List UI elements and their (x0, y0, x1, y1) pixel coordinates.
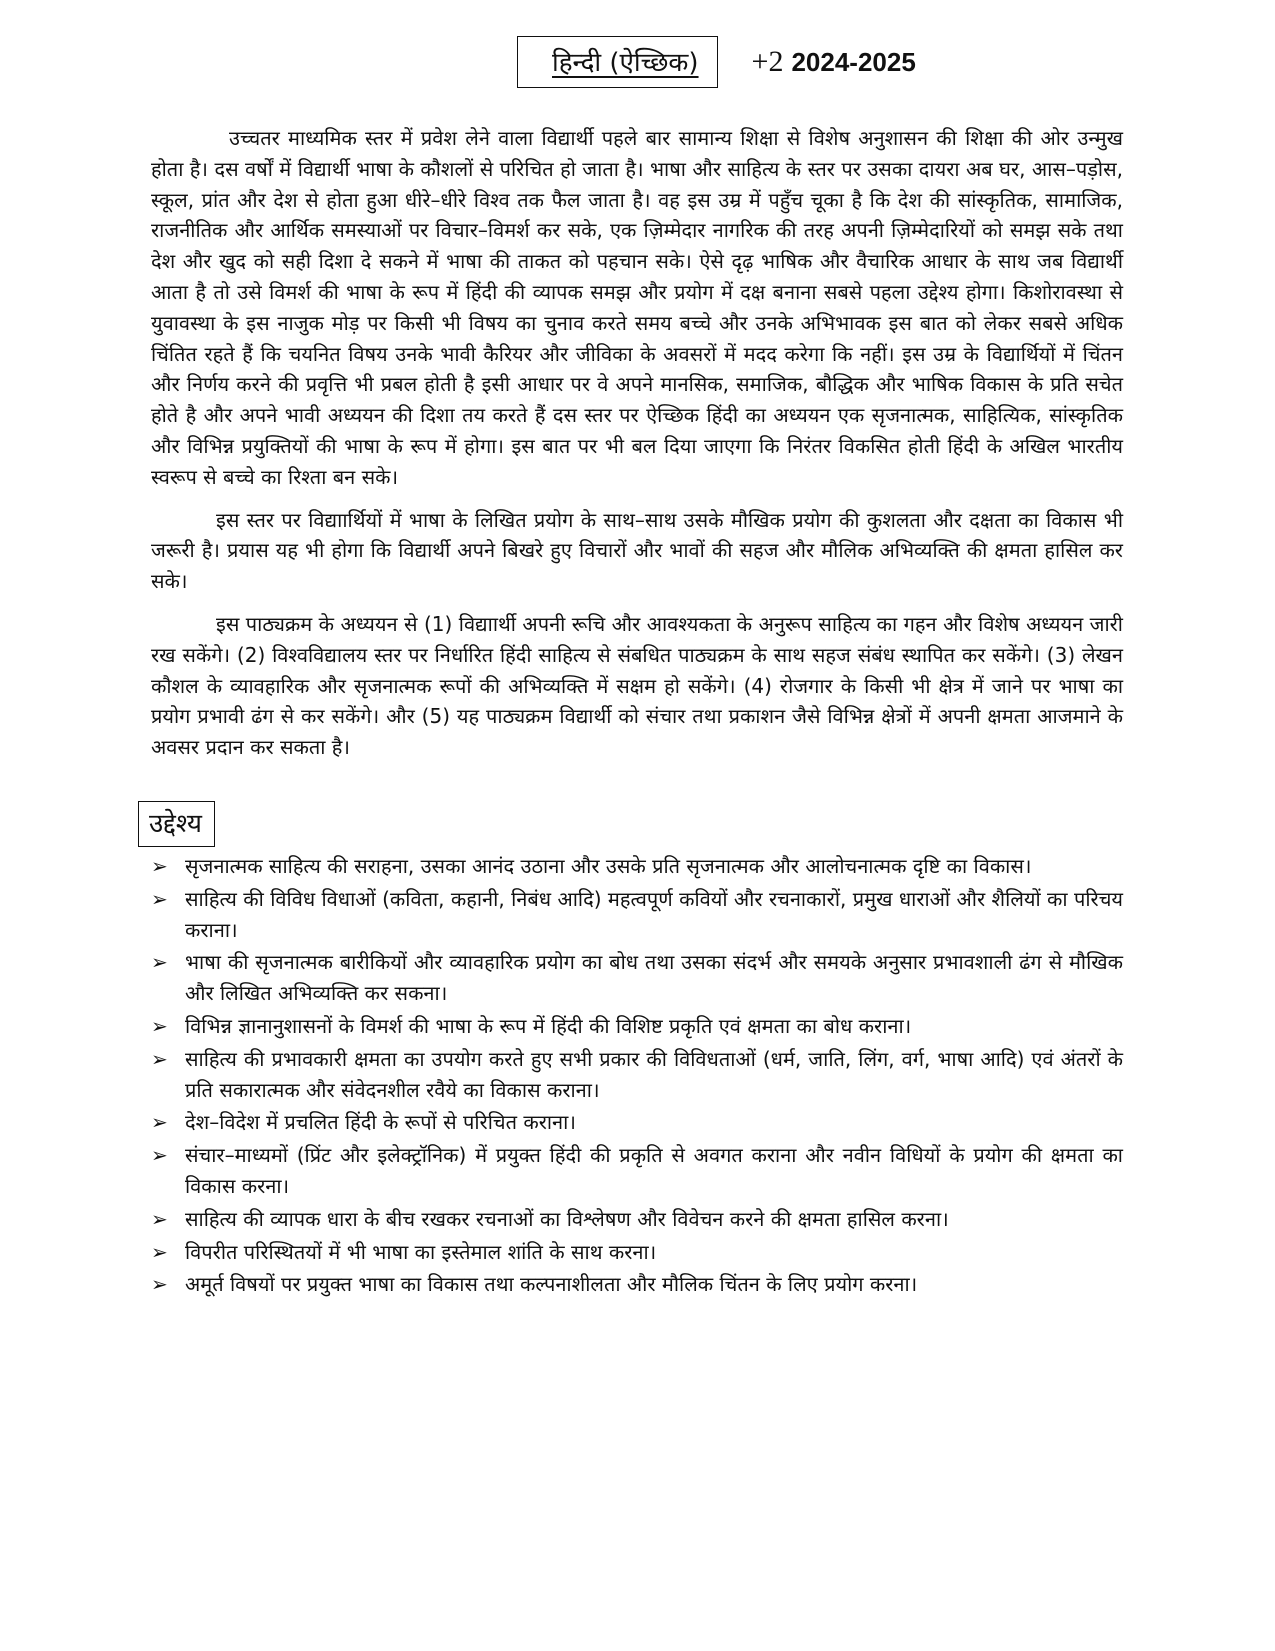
list-item (151, 1204, 1123, 1235)
arrow-bullet-icon: ➢ (151, 1206, 168, 1231)
arrow-bullet-icon: ➢ (151, 1239, 168, 1264)
objective-text: संचार–माध्यमों (प्रिंट और इलेक्ट्रॉनिक) में प्रयुक्त हिंदी की प्रकृति से अवगत कराना और नवीन विधियों के प्रयोग की क्षमता का विकास करना। (185, 1143, 1123, 1198)
objective-text: साहित्य की प्रभावकारी क्षमता का उपयोग करते हुए सभी प्रकार की विविधताओं (धर्म, जाति, लिंग, वर्ग, भाषा आदि) एवं अंतरों के प्रति सकारात्मक और संवेदनशील रवैये का विकास कराना। (185, 1046, 1123, 1102)
list-item (151, 1011, 1123, 1042)
document-body (151, 123, 1123, 1302)
arrow-bullet-icon: ➢ (151, 1272, 168, 1297)
intro-paragraph-1: उच्चतर माध्यमिक स्तर में प्रवेश लेने वाला विद्यार्थी पहले बार सामान्य शिक्षा से विशेष अनुशासन की शिक्षा की ओर उन्मुख होता है। दस वर्षों में विद्यार्थी भाषा के कौशलों से परिचित हो जाता है। भाषा और साहित्य के स्तर पर उसका दायरा अब घर, आस–पड़ोस, स्कूल, प्रांत और देश से होता हुआ धीरे–धीरे विश्व तक फैल जाता है। वह इस उम्र में पहुँच चूका है कि देश की सांस्कृतिक, सामाजिक, राजनीतिक और आर्थिक समस्याओं पर विचार–विमर्श कर सके, एक ज़िम्मेदार नागरिक की तरह अपनी ज़िम्मेदारियों को समझ सके तथा देश और खुद को सही दिशा दे सकने में भाषा की ताकत को पहचान सके। ऐसे दृढ़ भाषिक और वैचारिक आधार के साथ जब विद्यार्थी आता है तो उसे विमर्श की भाषा के रूप में हिंदी की व्यापक समझ और प्रयोग में दक्ष बनाना सबसे पहला उद्देश्य होगा। किशोरावस्था से युवावस्था के इस नाजुक मोड़ पर किसी भी विषय का चुनाव करते समय बच्चे और उनके अभिभावक इस बात को लेकर सबसे अधिक चिंतित रहते हैं कि चयनित विषय उनके भावी कैरियर और जीविका के अवसरों में मदद करेगा कि नहीं। इस उम्र के विद्यार्थियों में चिंतन और निर्णय करने की प्रवृत्ति भी प्रबल होती है इसी आधार पर वे अपने मानसिक, समाजिक, बौद्धिक और भाषिक विकास के प्रति सचेत होते है और अपने भावी अध्ययन की दिशा तय करते हैं दस स्तर पर ऐच्छिक हिंदी का अध्ययन एक सृजनात्मक, साहित्यिक, सांस्कृतिक और विभिन्न प्रयुक्तियों की भाषा के रूप में होगा। इस बात पर भी बल दिया जाएगा कि निरंतर विकसित होती हिंदी के अखिल भारतीय स्वरूप से बच्चे का रिश्ता बन सके। (151, 126, 1123, 489)
arrow-bullet-icon: ➢ (151, 853, 168, 878)
objective-text: विपरीत परिस्थितयों में भी भाषा का इस्तेमाल शांति के साथ करना। (185, 1239, 657, 1264)
objective-text: देश–विदेश में प्रचलित हिंदी के रूपों से परिचित कराना। (185, 1110, 576, 1135)
arrow-bullet-icon: ➢ (151, 1143, 168, 1168)
grade-label: +2 (751, 45, 784, 78)
objective-text: सृजनात्मक साहित्य की सराहना, उसका आनंद उठाना और उसके प्रति सृजनात्मक और आलोचनात्मक दृष्टि का विकास। (185, 853, 1032, 878)
arrow-bullet-icon: ➢ (151, 886, 168, 911)
list-item (151, 1269, 1123, 1300)
arrow-bullet-icon: ➢ (151, 1110, 168, 1135)
objective-text: भाषा की सृजनात्मक बारीकियों और व्यावहारिक प्रयोग का बोध तथा उसका संदर्भ और समयके अनुसार प्रभावशाली ढंग से मौखिक और लिखित अभिव्यक्ति कर सकना। (185, 950, 1123, 1006)
session-year: 2024-2025 (791, 46, 916, 77)
objective-text: साहित्य की विविध विधाओं (कविता, कहानी, निबंध आदि) महत्वपूर्ण कवियों और रचनाकारों, प्रमुख धाराओं और शैलियों का परिचय कराना। (185, 886, 1123, 942)
list-item (151, 851, 1123, 882)
list-item (151, 1237, 1123, 1268)
intro-paragraph-3: इस पाठ्यक्रम के अध्ययन से (1) विद्याार्थी अपनी रूचि और आवश्यकता के अनुरूप साहित्य का गहन और विशेष अध्ययन जारी रख सकेंगे। (2) विश्वविद्यालय स्तर पर निर्धारित हिंदी साहित्य से संबधित पाठ्यक्रम के साथ सहज संबंध स्थापित कर सकेंगे। (3) लेखन कौशल के व्यावहारिक और सृजनात्मक रूपों की अभिव्यक्ति में सक्षम हो सकेंगे। (4) रोजगार के किसी भी क्षेत्र में जाने पर भाषा का प्रयोग प्रभावी ढंग से कर सकेंगे। और (5) यह पाठ्यक्रम विद्यार्थी को संचार तथा प्रकाशन जैसे विभिन्न क्षेत्रों में अपनी क्षमता आजमाने के अवसर प्रदान कर सकता है। (151, 611, 1123, 760)
arrow-bullet-icon: ➢ (151, 950, 168, 975)
list-item (151, 1140, 1123, 1202)
objective-text: विभिन्न ज्ञानानुशासनों के विमर्श की भाषा के रूप में हिंदी की विशिष्ट प्रकृति एवं क्षमता का बोध कराना। (185, 1013, 912, 1038)
objectives-heading: उद्देश्य (138, 801, 215, 847)
intro-paragraph-2: इस स्तर पर विद्याार्थियों में भाषा के लिखित प्रयोग के साथ–साथ उसके मौखिक प्रयोग की कुशलता और दक्षता का विकास भी जरूरी है। प्रयास यह भी होगा कि विद्यार्थी अपने बिखरे हुए विचारों और भावों की सहज और मौलिक अभिव्यक्ति की क्षमता हासिल कर सके। (151, 507, 1123, 594)
subject-title: हिन्दी (ऐच्छिक) (517, 36, 718, 88)
list-item (151, 1107, 1123, 1138)
list-item (151, 884, 1123, 946)
arrow-bullet-icon: ➢ (151, 1046, 168, 1071)
list-item (151, 947, 1123, 1009)
objective-text: साहित्य की व्यापक धारा के बीच रखकर रचनाओं का विश्लेषण और विवेचन करने की क्षमता हासिल करना। (185, 1206, 949, 1231)
page-header (517, 36, 916, 88)
arrow-bullet-icon: ➢ (151, 1013, 168, 1038)
list-item (151, 1044, 1123, 1106)
objectives-list (151, 851, 1123, 1300)
objective-text: अमूर्त विषयों पर प्रयुक्त भाषा का विकास तथा कल्पनाशीलता और मौलिक चिंतन के लिए प्रयोग करना। (185, 1272, 918, 1297)
